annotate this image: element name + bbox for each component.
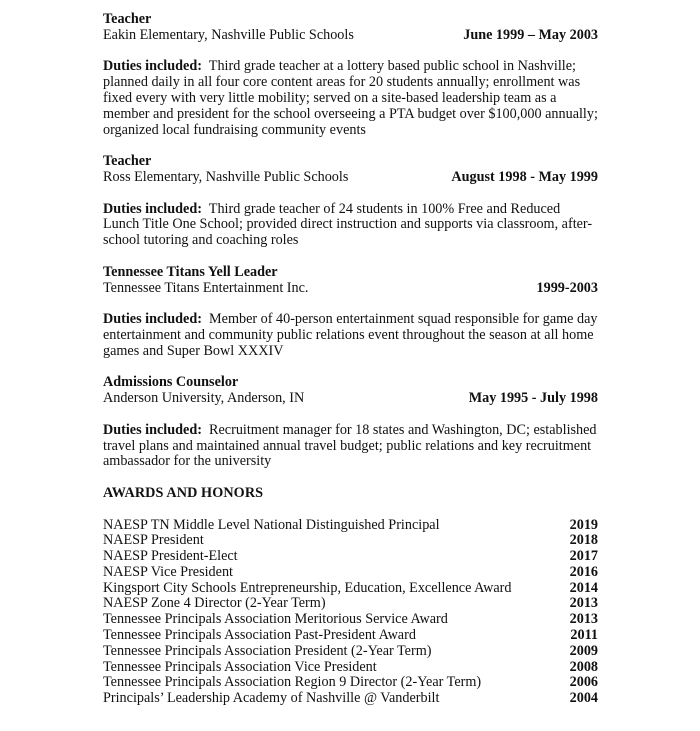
- job-org-row: [103, 170, 598, 186]
- award-item: [103, 628, 598, 644]
- duties-label: Duties included:: [103, 58, 202, 75]
- job-duties: [103, 202, 598, 249]
- job-dates: June 1999 – May 2003: [463, 26, 598, 43]
- award-name: Tennessee Principals Association Past-President Award: [103, 627, 416, 644]
- job-org-row: [103, 391, 598, 407]
- award-year: 2004: [569, 690, 598, 707]
- job-duties: [103, 59, 598, 138]
- job-dates: 1999-2003: [536, 279, 598, 296]
- award-item: [103, 596, 598, 612]
- award-year: 2011: [570, 627, 598, 644]
- job-entry-anderson: [103, 375, 598, 470]
- duties-label: Duties included:: [103, 200, 202, 217]
- award-item: [103, 581, 598, 597]
- job-org-row: [103, 281, 598, 297]
- job-title: Admissions Counselor: [103, 374, 239, 391]
- award-name: NAESP President-Elect: [103, 548, 238, 565]
- award-name: NAESP TN Middle Level National Distinguished Principal: [103, 516, 440, 533]
- job-entry-ross: [103, 154, 598, 249]
- awards-heading: AWARDS AND HONORS: [103, 484, 264, 501]
- award-year: 2009: [569, 642, 598, 659]
- duties-label: Duties included:: [103, 421, 202, 438]
- award-year: 2006: [569, 674, 598, 691]
- job-entry-eakin: [103, 12, 598, 138]
- job-title: Teacher: [103, 153, 152, 170]
- awards-list: [103, 518, 598, 708]
- job-org-row: [103, 28, 598, 44]
- award-year: 2014: [569, 579, 598, 596]
- award-name: Tennessee Principals Association President (2-Year Term): [103, 642, 432, 659]
- award-name: Tennessee Principals Association Region 9 Director (2-Year Term): [103, 674, 482, 691]
- job-duties: [103, 423, 598, 470]
- award-year: 2016: [569, 563, 598, 580]
- award-year: 2013: [569, 595, 598, 612]
- job-organization: Tennessee Titans Entertainment Inc.: [103, 279, 309, 296]
- duties-label: Duties included:: [103, 311, 202, 328]
- award-name: NAESP Zone 4 Director (2-Year Term): [103, 595, 326, 612]
- award-item: [103, 644, 598, 660]
- award-item: [103, 675, 598, 691]
- award-name: Tennessee Principals Association Vice President: [103, 658, 377, 675]
- job-organization: Ross Elementary, Nashville Public Schools: [103, 168, 349, 185]
- job-dates: August 1998 - May 1999: [451, 168, 598, 185]
- award-name: Principals’ Leadership Academy of Nashville @ Vanderbilt: [103, 690, 440, 707]
- duties-text: Recruitment manager for 18 states and Washington, DC; established travel plans and maintained annual travel budget; public relations and key recruitment ambassador for the university: [103, 421, 597, 470]
- job-dates: May 1995 - July 1998: [468, 390, 598, 407]
- job-organization: Eakin Elementary, Nashville Public Schools: [103, 26, 354, 43]
- award-name: NAESP President: [103, 532, 204, 549]
- job-duties: [103, 312, 598, 359]
- duties-text: Member of 40-person entertainment squad responsible for game day entertainment and community public relations event throughout the season at all home games and Super Bowl XXXIV: [103, 311, 598, 359]
- award-item: [103, 565, 598, 581]
- job-title: Tennessee Titans Yell Leader: [103, 263, 278, 280]
- award-item: [103, 691, 598, 707]
- resume-page: [103, 12, 598, 707]
- award-year: 2008: [569, 658, 598, 675]
- award-name: Kingsport City Schools Entrepreneurship, Education, Excellence Award: [103, 579, 512, 596]
- award-item: [103, 612, 598, 628]
- award-year: 2013: [569, 611, 598, 628]
- award-item: [103, 533, 598, 549]
- award-name: NAESP Vice President: [103, 563, 233, 580]
- award-year: 2018: [569, 532, 598, 549]
- job-entry-titans: [103, 265, 598, 360]
- award-year: 2017: [569, 548, 598, 565]
- job-title: Teacher: [103, 11, 152, 27]
- duties-text: Third grade teacher of 24 students in 100% Free and Reduced Lunch Title One School; provided direct instruction and supports via classroom, after-school tutoring and coaching roles: [103, 200, 593, 249]
- award-item: [103, 549, 598, 565]
- job-organization: Anderson University, Anderson, IN: [103, 390, 305, 407]
- award-name: Tennessee Principals Association Meritorious Service Award: [103, 611, 448, 628]
- award-item: [103, 660, 598, 676]
- award-item: [103, 518, 598, 534]
- award-year: 2019: [569, 516, 598, 533]
- duties-text: Third grade teacher at a lottery based public school in Nashville; planned daily in all four core content areas for 20 students annually; enrollment was fixed every with very little mobility; served on a site-based leadership team as a member and president for the school overseeing a PTA budget over $100,000 annually; organized local fundraising community events: [103, 58, 598, 138]
